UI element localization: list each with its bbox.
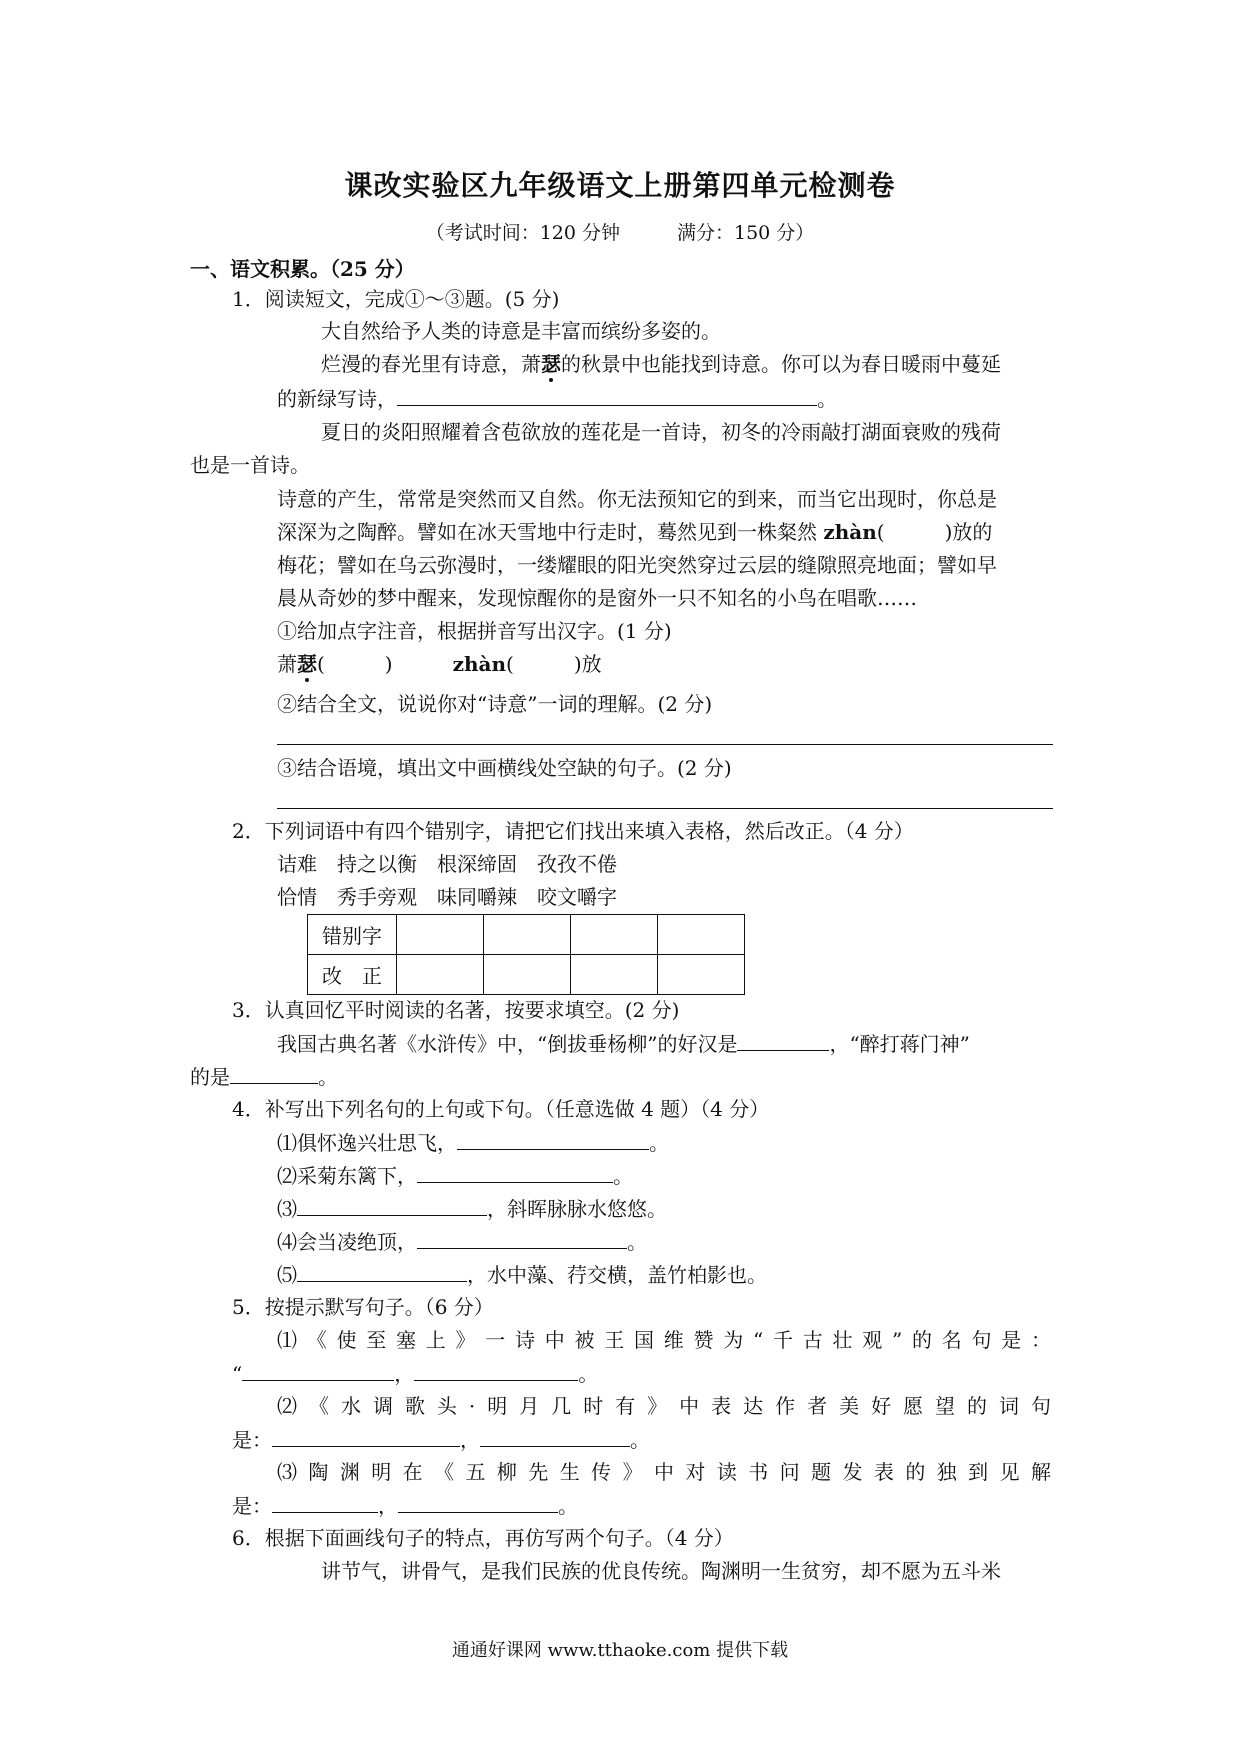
q1-passage-line: 夏日的炎阳照耀着含苞欲放的莲花是一首诗，初冬的冷雨敲打湖面衰败的残荷: [321, 420, 1001, 444]
q1-subquestion: ③结合语境，填出文中画横线处空缺的句子。(2 分): [277, 756, 732, 780]
q5-item: 是： ， 。: [232, 1494, 578, 1518]
answer-blank[interactable]: [414, 1360, 578, 1381]
q1-passage-line: 大自然给予人类的诗意是丰富而缤纷多姿的。: [321, 319, 721, 343]
q4-item: ⑷会当凌绝顶， 。: [277, 1230, 647, 1254]
table-cell[interactable]: [397, 915, 484, 955]
q4-item: ⑵采菊东篱下， 。: [277, 1164, 633, 1188]
answer-blank[interactable]: [417, 1162, 613, 1183]
table-row: [308, 915, 745, 955]
q3-line: 我国古典名著《水浒传》中，“倒拔垂杨柳”的好汉是 ，“醉打蒋门神”: [277, 1032, 970, 1056]
answer-blank[interactable]: [398, 1492, 558, 1513]
table-row: [308, 955, 745, 995]
dotted-char: 瑟: [297, 652, 317, 676]
section-heading: 一、语文积累。（25 分）: [190, 257, 415, 281]
q1-subquestion: ①给加点字注音，根据拼音写出汉字。(1 分): [277, 619, 672, 643]
q1-answer-line: 萧瑟( ) zhàn( )放: [277, 652, 602, 676]
q5-item: ⑶陶渊明在《五柳先生传》中对读书问题发表的独到见解: [277, 1460, 1053, 1484]
q1-passage-line: 也是一首诗。: [190, 453, 310, 477]
answer-blank[interactable]: [480, 1426, 630, 1447]
q1-passage-line: 晨从奇妙的梦中醒来，发现惊醒你的是窗外一只不知名的小鸟在唱歌……: [277, 586, 917, 610]
table-cell[interactable]: [571, 955, 658, 995]
q2-words: 恰情 秀手旁观 味同嚼辣 咬文嚼字: [277, 885, 617, 909]
q3-line: 的是 。: [190, 1065, 338, 1089]
q4-stem: 4．补写出下列名句的上句或下句。（任意选做 4 题）（4 分）: [232, 1097, 770, 1121]
q5-item: ⑵《水调歌头·明月几时有》中表达作者美好愿望的词句: [277, 1394, 1053, 1418]
answer-blank[interactable]: [242, 1360, 394, 1381]
table-cell[interactable]: [484, 915, 571, 955]
dotted-char: 瑟: [541, 352, 561, 376]
q5-item: 是： ， 。: [232, 1428, 650, 1452]
q6-stem: 6．根据下面画线句子的特点，再仿写两个句子。（4 分）: [232, 1526, 734, 1550]
answer-line[interactable]: [277, 808, 1053, 809]
q6-passage-line: 讲节气，讲骨气，是我们民族的优良传统。陶渊明一生贫穷，却不愿为五斗米: [321, 1559, 1001, 1583]
answer-blank[interactable]: [272, 1426, 460, 1447]
q4-item: ⑸ ，水中藻、荇交横，盖竹柏影也。: [277, 1263, 767, 1287]
answer-blank[interactable]: [272, 1492, 378, 1513]
q1-passage-line: 烂漫的春光里有诗意，萧瑟的秋景中也能找到诗意。你可以为春日暖雨中蔓延: [321, 352, 1001, 376]
q1-passage-line: 的新绿写诗， 。: [277, 387, 837, 411]
answer-line[interactable]: [277, 744, 1053, 745]
answer-blank[interactable]: [457, 1129, 649, 1150]
table-header-cell: 错别字: [308, 915, 397, 955]
table-header-cell: 改 正: [308, 955, 397, 995]
table-cell[interactable]: [397, 955, 484, 995]
q4-item: ⑶ ，斜晖脉脉水悠悠。: [277, 1197, 667, 1221]
table-cell[interactable]: [571, 915, 658, 955]
table-cell[interactable]: [484, 955, 571, 995]
table-cell[interactable]: [658, 915, 745, 955]
answer-blank[interactable]: [230, 1063, 318, 1084]
q5-stem: 5．按提示默写句子。（6 分）: [232, 1295, 494, 1319]
q1-subquestion: ②结合全文，说说你对“诗意”一词的理解。(2 分): [277, 692, 713, 716]
q2-words: 诘难 持之以衡 根深缔固 孜孜不倦: [277, 852, 617, 876]
exam-info: （考试时间：120 分钟 满分：150 分）: [425, 222, 815, 244]
q1-stem: 1．阅读短文，完成①～③题。(5 分): [232, 287, 560, 311]
correction-table: [307, 914, 745, 995]
answer-blank[interactable]: [417, 1228, 627, 1249]
q5-item: “ ， 。: [232, 1362, 599, 1386]
table-cell[interactable]: [658, 955, 745, 995]
answer-blank[interactable]: [297, 1195, 487, 1216]
q1-passage-line: 梅花；譬如在乌云弥漫时，一缕耀眼的阳光突然穿过云层的缝隙照亮地面；譬如早: [277, 553, 997, 577]
footer-credit: 通通好课网 www.tthaoke.com 提供下载: [451, 1640, 789, 1661]
answer-blank[interactable]: [297, 1261, 467, 1282]
q1-passage-line: 深深为之陶醉。譬如在冰天雪地中行走时，蓦然见到一株粲然 zhàn( )放的: [277, 520, 993, 544]
q3-stem: 3．认真回忆平时阅读的名著，按要求填空。(2 分): [232, 998, 680, 1022]
answer-blank[interactable]: [397, 385, 817, 406]
q1-passage-line: 诗意的产生，常常是突然而又自然。你无法预知它的到来，而当它出现时，你总是: [277, 487, 997, 511]
q4-item: ⑴俱怀逸兴壮思飞， 。: [277, 1131, 669, 1155]
q5-item: ⑴《使至塞上》一诗中被王国维赞为“千古壮观”的名句是：: [277, 1328, 1053, 1352]
q2-stem: 2．下列词语中有四个错别字，请把它们找出来填入表格，然后改正。（4 分）: [232, 819, 914, 843]
answer-blank[interactable]: [737, 1030, 829, 1051]
page-title: 课改实验区九年级语文上册第四单元检测卷: [344, 169, 896, 202]
